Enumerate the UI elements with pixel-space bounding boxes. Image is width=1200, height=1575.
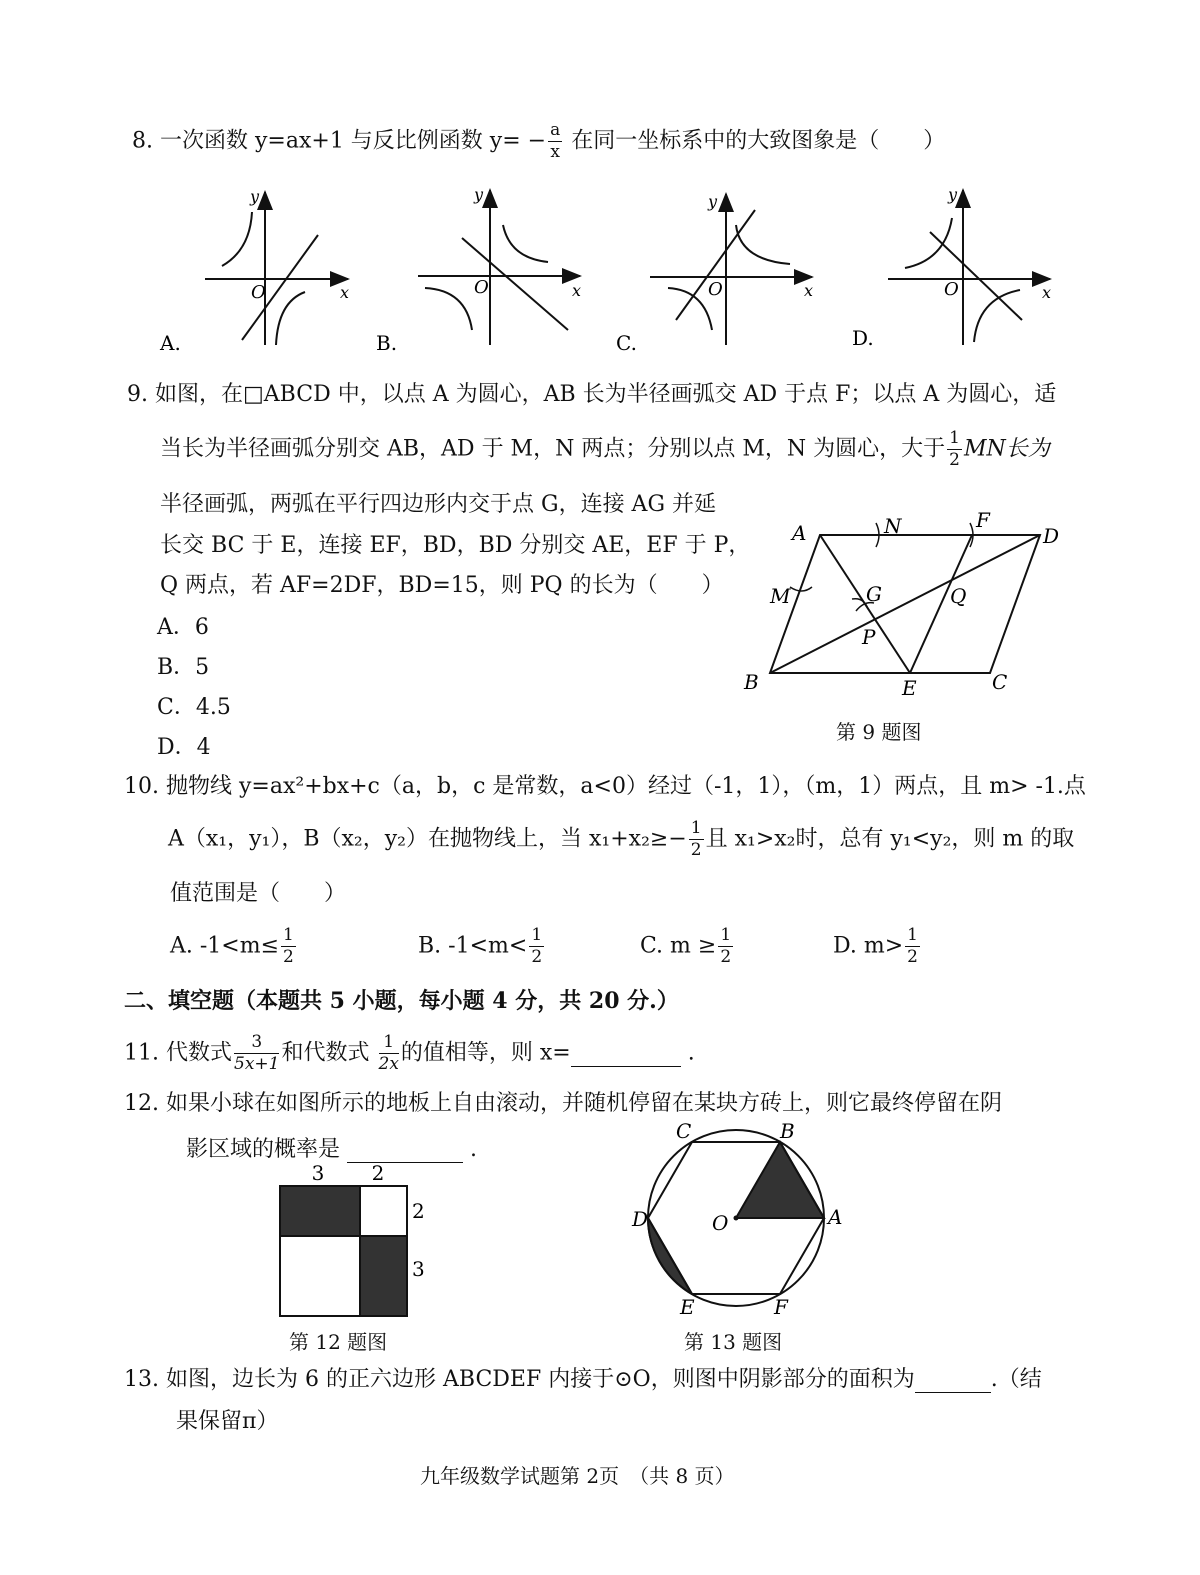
q10-line2: [168, 820, 1074, 859]
q9-label-m: M: [770, 584, 791, 608]
q13-shaded-triangle: [736, 1142, 824, 1218]
q9-line5: Q 两点，若 AF=2DF，BD=15，则 PQ 的长为（ ）: [160, 573, 724, 598]
q9-label-d: D: [1043, 524, 1060, 548]
q8-graph-b: [376, 185, 581, 355]
q13-label-b: B: [780, 1119, 795, 1143]
q9-label-b: B: [744, 670, 759, 694]
q10-text-line1: 抛物线 y=ax²+bx+c（a，b，c 是常数，a<0）经过（-1，1），（m，1）两点，且 m> -1.点: [166, 774, 1086, 799]
q9-number: 9.: [127, 382, 148, 407]
q10-option-a-den: 2: [283, 947, 294, 967]
q12-top-label-3: 3: [311, 1161, 325, 1185]
q9-label-f: F: [976, 508, 990, 532]
q12-text-line1: 如果小球在如图所示的地板上自由滚动，并随机停留在某块方砖上，则它最终停留在阴: [166, 1091, 1003, 1116]
q8-d-ylabel: y: [948, 185, 958, 204]
q10-text-line2b: 且 x₁>x₂时，总有 y₁<y₂，则 m 的取: [705, 826, 1075, 852]
q13-line2: 果保留π）: [176, 1409, 279, 1434]
q8-d-origin: O: [944, 279, 959, 300]
q8-c-origin: O: [708, 279, 723, 300]
q9-label-a: A: [792, 521, 807, 545]
q10-option-d-label: D. m>: [833, 933, 904, 959]
q10-option-d-den: 2: [907, 947, 918, 967]
q9-line3: 半径画弧，两弧在平行四边形内交于点 G，连接 AG 并延: [160, 492, 717, 517]
q10-option-c-label: C. m ≥: [640, 933, 717, 959]
q11-text-b: 和代数式: [281, 1040, 370, 1066]
q8-stem: [132, 122, 945, 161]
q8-a-origin: O: [251, 282, 266, 303]
q9-label-g: G: [866, 582, 882, 606]
q9-label-c: C: [992, 670, 1008, 694]
q10-line1: [124, 769, 1086, 800]
q9-option-d: D．4: [157, 735, 211, 760]
q11-number: 11.: [124, 1040, 159, 1066]
q8-option-b: B.: [376, 331, 398, 355]
q12-text-line2: 影区域的概率是: [186, 1137, 341, 1162]
q10-fraction: [689, 820, 704, 859]
q11-frac1-den: 5x+1: [234, 1054, 280, 1074]
q10-option-b-den: 2: [531, 947, 543, 967]
q10-option-c-den: 2: [720, 947, 732, 967]
q8-c-xlabel: x: [804, 281, 814, 300]
q13-figure: [618, 1119, 858, 1322]
q8-number: 8.: [132, 128, 153, 154]
q8-b-ylabel: y: [474, 185, 484, 204]
q10-option-b-label: B. -1<m<: [418, 933, 528, 959]
q9-option-a: A．6: [157, 615, 209, 640]
q10-option-b-frac: [529, 927, 544, 966]
q10-frac-den: 2: [690, 840, 702, 860]
q11-stem: [124, 1034, 695, 1073]
q9-label-p: P: [862, 625, 876, 649]
q10-option-a-frac: [281, 927, 296, 966]
q12-shaded-top-left: [280, 1186, 360, 1236]
q13-text-line1a: 如图，边长为 6 的正六边形 ABCDEF 内接于⊙O，则图中阴影部分的面积为: [166, 1367, 915, 1392]
section2-heading: 二、填空题（本题共 5 小题，每小题 4 分，共 20 分.）: [124, 988, 679, 1014]
q8-fraction: [548, 122, 562, 161]
q12-side-label-2: 2: [412, 1199, 425, 1223]
q10-option-c: [640, 927, 735, 966]
q9-text-line1: 如图，在□ABCD 中，以点 A 为圆心，AB 长为半径画弧交 AD 于点 F；以点 A 为圆心，适: [155, 382, 1057, 407]
q10-option-a: [170, 927, 298, 966]
q9-frac-den: 2: [949, 450, 960, 470]
q8-frac-num: a: [550, 120, 561, 140]
q11-frac1-num: 3: [234, 1034, 279, 1054]
q9-option-b: B．5: [157, 655, 210, 680]
q9-text-line2a: 当长为半径画弧分别交 AB，AD 于 M，N 两点；分别以点 M，N 为圆心，大于: [160, 436, 946, 462]
q13-answer-blank[interactable]: [915, 1367, 991, 1393]
q13-label-e: E: [680, 1295, 695, 1319]
q11-fraction-1: [234, 1034, 279, 1073]
q12-top-label-2: 2: [371, 1161, 385, 1185]
q8-graph-d: [852, 185, 1051, 350]
q10-option-b-num: 1: [531, 925, 543, 945]
q10-option-d: [833, 927, 922, 966]
q10-frac-num: 1: [690, 818, 702, 838]
q11-text-c: 的值相等，则 x=: [400, 1040, 571, 1066]
q8-option-a: A.: [160, 331, 181, 355]
q8-option-d: D.: [852, 326, 874, 350]
q10-option-d-frac: [905, 927, 920, 966]
q11-answer-blank[interactable]: [571, 1041, 681, 1067]
q13-label-o: O: [712, 1211, 729, 1235]
q13-label-f: F: [774, 1295, 788, 1319]
q8-text-b: 在同一坐标系中的大致图象是（ ）: [571, 128, 946, 154]
q10-number: 10.: [124, 774, 159, 799]
q12-shaded-bottom-right: [360, 1236, 407, 1316]
q12-side-label-3: 3: [412, 1257, 425, 1281]
q9-label-e: E: [902, 676, 917, 700]
q8-a-xlabel: x: [340, 283, 350, 302]
q13-label-d: D: [632, 1207, 649, 1231]
q8-graph-a: [159, 187, 349, 355]
q11-frac2-num: 1: [379, 1034, 399, 1054]
q9-line1: [127, 377, 1056, 408]
q9-label-q: Q: [950, 584, 967, 608]
q8-d-xlabel: x: [1042, 283, 1052, 302]
q9-fraction: [947, 430, 962, 469]
q11-text-d: .: [687, 1040, 695, 1066]
q8-text-a: 一次函数 y=ax+1 与反比例函数 y= −: [160, 128, 547, 154]
q12-figure: [270, 1158, 470, 1328]
q10-text-line2a: A（x₁，y₁），B（x₂，y₂）在抛物线上，当 x₁+x₂≥−: [168, 826, 687, 852]
q11-frac2-den: 2x: [378, 1054, 399, 1074]
q9-figure-caption: 第 9 题图: [836, 720, 922, 744]
q9-line2: [160, 430, 1050, 469]
q9-frac-num: 1: [949, 428, 960, 448]
q10-option-c-num: 1: [720, 925, 732, 945]
q10-option-a-label: A. -1<m≤: [170, 933, 280, 959]
q13-label-a: A: [828, 1205, 843, 1229]
q13-label-c: C: [676, 1119, 692, 1143]
q8-c-ylabel: y: [708, 192, 718, 211]
q12-number: 12.: [124, 1091, 159, 1116]
q10-option-b: [418, 927, 546, 966]
q9-figure: [744, 505, 1080, 705]
page-footer: 九年级数学试题第 2页 （共 8 页）: [420, 1464, 735, 1488]
q9-line4: 长交 BC 于 E，连接 EF，BD，BD 分别交 AE，EF 于 P，: [160, 533, 751, 558]
q13-figure-caption: 第 13 题图: [684, 1330, 783, 1354]
q9-label-n: N: [884, 514, 902, 538]
q12-figure-caption: 第 12 题图: [289, 1330, 388, 1354]
q11-text-a: 代数式: [166, 1040, 233, 1066]
q13-number: 13.: [124, 1367, 159, 1392]
q10-option-c-frac: [718, 927, 733, 966]
q8-a-ylabel: y: [250, 187, 260, 206]
q8-graph-c: [616, 192, 813, 355]
q9-text-line2b: MN长为: [963, 436, 1050, 462]
q11-fraction-2: [379, 1034, 399, 1073]
q12-text-end: .: [470, 1137, 478, 1162]
q9-option-c: C．4.5: [157, 695, 231, 720]
q13-text-line1b: .（结: [990, 1367, 1042, 1392]
q12-line1: [124, 1086, 1002, 1117]
q13-line1: [124, 1362, 1042, 1393]
q8-option-c: C.: [616, 331, 637, 355]
q8-b-origin: O: [474, 277, 489, 298]
q10-option-d-num: 1: [907, 925, 918, 945]
q8-frac-den: x: [550, 142, 560, 162]
q8-b-xlabel: x: [572, 281, 582, 300]
q10-line3: 值范围是（ ）: [170, 881, 347, 906]
q10-option-a-num: 1: [283, 925, 294, 945]
